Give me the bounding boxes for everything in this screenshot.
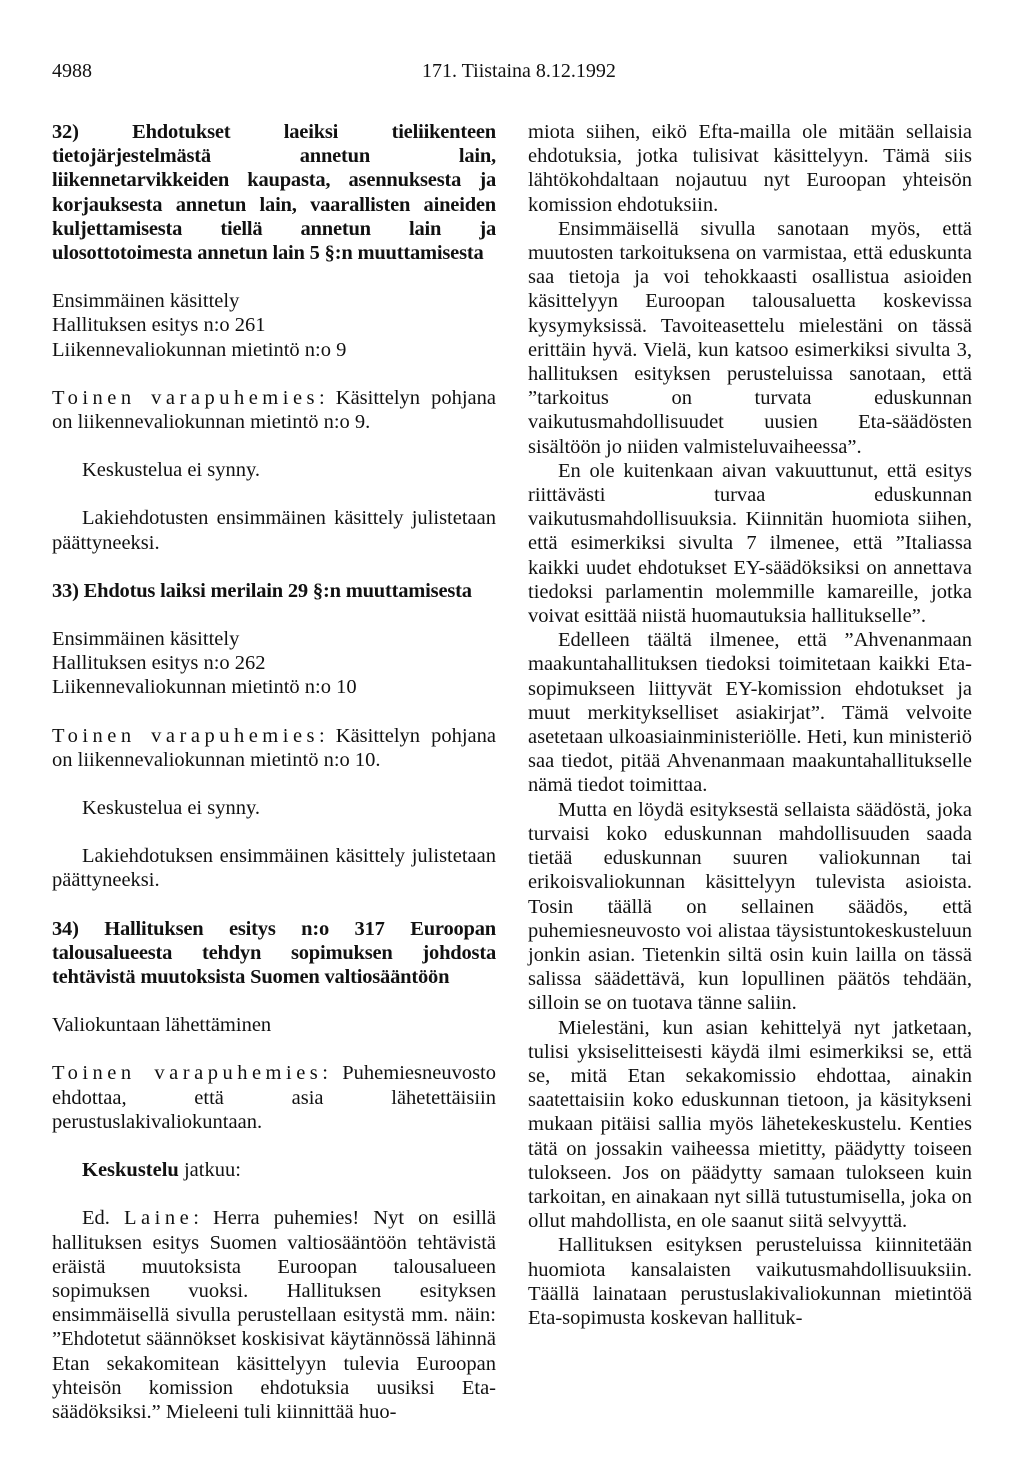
left-column: [52, 120, 496, 1424]
speech-paragraph: Edelleen täältä ilmenee, että ”Ahvenanmaan maakuntahallituksen tiedoksi toimitetaan kaikki Eta-sopimukseen liittyvät EY-komission ehdotukset ja muut merkitykselliset asiakirjat”. Tämä velvoite asetetaan ulkoasiainministeriölle. Heti, kun ministeriö saa tiedot, pitää Ahvenanmaan maakuntahallitukselle nämä tiedot toimittaa.: [528, 629, 972, 797]
session-date: 171. Tiistaina 8.12.1992: [422, 60, 616, 82]
item-34-title: 34) Hallituksen esitys n:o 317 Euroopan talousalueesta tehdyn sopimuksen johdosta tehtävistä muutoksista Suomen valtiosääntöön: [52, 917, 496, 989]
item-33-bill: Hallituksen esitys n:o 262: [52, 652, 266, 675]
speaker-name: Toinen varapuhemies: [52, 1062, 323, 1085]
item-32-bill: Hallituksen esitys n:o 261: [52, 314, 266, 337]
speech-paragraph: En ole kuitenkaan aivan vakuuttunut, että esitys riittävästi turvaa eduskunnan vaikutusmahdollisuuksia. Kiinnitän huomiota siihen, että esimerkiksi sivulta 7 ilmenee, että ”Italiassa kaikki uudet ehdotukset EY-säädöksiksi on annettava tiedoksi parlamentin molemmille kamareille, jotka voivat esittää niistä huomautuksia hallitukselle”.: [528, 459, 972, 628]
item-34-chair-statement: Toinen varapuhemies: Puhemiesneuvosto ehdottaa, että asia lähetettäisiin perustuslakivaliokuntaan.: [52, 1062, 496, 1133]
item-34-debate-continues: Keskustelu jatkuu:: [82, 1159, 241, 1182]
page-header: [52, 60, 972, 90]
speech-paragraph: Ensimmäisellä sivulla sanotaan myös, että muutosten tarkoituksena on varmistaa, että eduskunta saa tietoja ja voi tehokkaasti osallistua asioiden käsittelyyn Euroopan talousaluetta koskevissa kysymyksissä. Tavoiteasettelu mielestäni on tässä erittäin hyvä. Vielä, kun katsoo esimerkiksi sivulta 3, hallituksen esityksen perusteluissa sanotaan, että ”tarkoitus on turvata eduskunnan vaikutusmahdollisuudet uusien Eta-säädösten sisältöön jo niiden valmisteluvaiheessa”.: [528, 217, 972, 458]
item-33-title: 33) Ehdotus laiksi merilain 29 §:n muuttamisesta: [52, 579, 472, 602]
item-32-chair-statement: Toinen varapuhemies: Käsittelyn pohjana on liikennevaliokunnan mietintö n:o 9.: [52, 386, 496, 434]
item-32-closing: Lakiehdotusten ensimmäinen käsittely julistetaan päättyneeksi.: [52, 507, 496, 554]
item-34-stage: Valiokuntaan lähettäminen: [52, 1014, 272, 1037]
item-32-no-debate: Keskustelua ei synny.: [82, 459, 261, 482]
item-33-stage: Ensimmäinen käsittely: [52, 628, 240, 651]
speech-paragraph: miota siihen, eikö Efta-mailla ole mitään sellaisia ehdotuksia, jotka tulisivat käsittelyyn. Tämä siis lähtökohdaltaan nojautuu nyt Euroopan yhteisön komission ehdotuksiin.: [528, 121, 972, 216]
item-34-speech-laine: Ed. Laine: Herra puhemies! Nyt on esillä hallituksen esitys Suomen valtiosääntöön tehtävistä eräistä muutoksista Euroopan talousalueen sopimuksen vuoksi. Hallituksen esityksen ensimmäisellä sivulla perustellaan esitystä mm. näin: ”Ehdotetut säännökset koskisivat käytännössä lähinnä Etan sekakomitean käsittelyyn tulevia Euroopan yhteisön komission ehdotuksia uusiksi Eta-säädöksiksi.” Mieleeni tuli kiinnittää huo-: [52, 1207, 496, 1423]
speech-paragraph: Mielestäni, kun asian kehittelyä nyt jatketaan, tulisi yksiselitteisesti käydä ilmi esimerkiksi se, että se, mitä Etan sekakomissio ehdottaa, ainakin saatettaisiin koko eduskunnan tietoon, ja käsitykseni mukaan pitäisi sallia myös lähetekeskustelu. Kenties tätä on jossakin vaiheessa mietitty, päädytty toiseen tulokseen. Jos on päädytty samaan tulokseen kuin tarkoitan, en ainakaan nyt sillä tutustumisella, joka on ollut mahdollista, en ole saanut siitä selvyyttä.: [528, 1016, 972, 1233]
item-32-stage: Ensimmäinen käsittely: [52, 290, 240, 313]
speech-paragraph: Hallituksen esityksen perusteluissa kiinnitetään huomiota kansalaisten vaikutusmahdollisuuksiin. Täällä lainataan perustuslakivaliokunnan mietintöä Eta-sopimusta koskevan hallituk-: [528, 1234, 972, 1329]
page-number: 4988: [52, 60, 92, 82]
right-column: [528, 120, 972, 1330]
speaker-name: Laine: [124, 1207, 194, 1230]
item-33-chair-statement: Toinen varapuhemies: Käsittelyn pohjana on liikennevaliokunnan mietintö n:o 10.: [52, 724, 496, 771]
item-32-title: 32) Ehdotukset laeiksi tieliikenteen tietojärjestelmästä annetun lain, liikennetarvikkeiden kaupasta, asennuksesta ja korjauksesta annetun lain, vaarallisten aineiden kuljettamisesta tiellä annetun lain ja ulosottotoimesta annetun lain 5 §:n muuttamisesta: [52, 121, 496, 265]
item-32-report: Liikennevaliokunnan mietintö n:o 9: [52, 338, 347, 361]
item-33-report: Liikennevaliokunnan mietintö n:o 10: [52, 676, 357, 699]
speech-paragraph: Mutta en löydä esityksestä sellaista säädöstä, joka turvaisi koko eduskunnan mahdollisuuden saada tietää eduskunnan suuren valiokunnan tai erikoisvaliokunnan käsittelyyn tulevista asioista. Tosin täällä on sellainen säädös, että puhemiesneuvosto voi alistaa täysistuntokeskusteluun jonkin asian. Tietenkin siltä osin kuin lailla on tässä salissa säädettävä, kun lopullinen päätös tehdään, silloin se on tuotava tänne saliin.: [528, 798, 972, 1015]
item-33-closing: Lakiehdotuksen ensimmäinen käsittely julistetaan päättyneeksi.: [52, 845, 496, 892]
item-33-no-debate: Keskustelua ei synny.: [82, 797, 261, 820]
speaker-name: Toinen varapuhemies: [52, 386, 320, 409]
speaker-name: Toinen varapuhemies: [52, 724, 320, 747]
